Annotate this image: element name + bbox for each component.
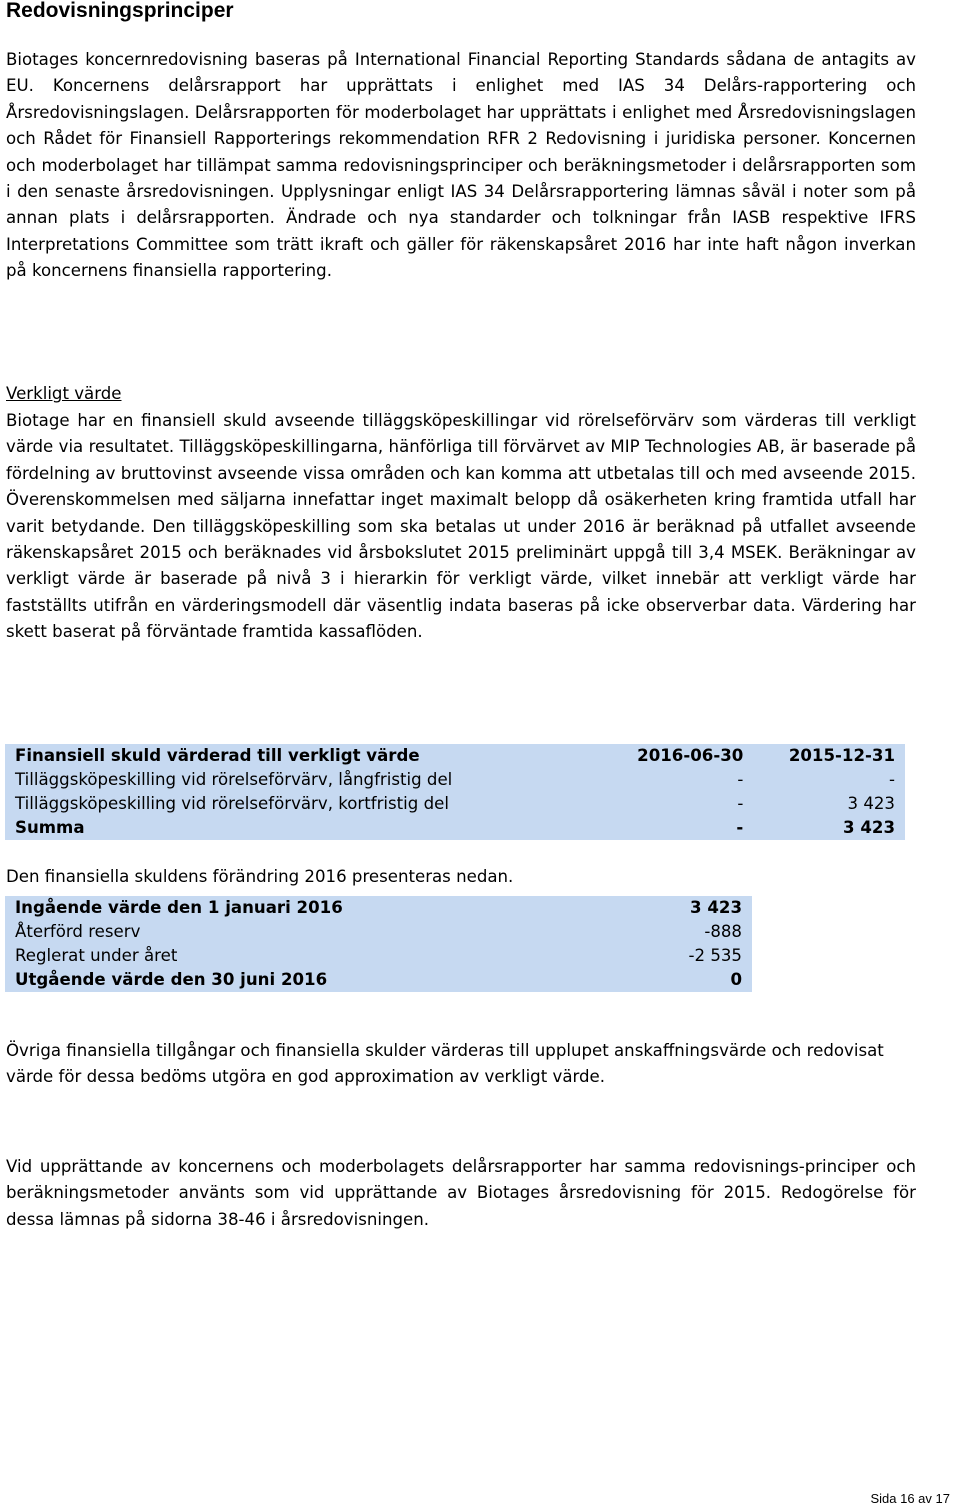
other-financial-paragraph: Övriga finansiella tillgångar och finansiella skulder värderas till upplupet anskaffningsvärde och redovisat värde för dessa bedöms utgöra en god approximation av verkligt värde.: [6, 1041, 884, 1087]
table-total-row: [5, 816, 905, 840]
table-cell: Tilläggsköpeskilling vid rörelseförvärv, långfristig del: [15, 770, 453, 789]
table-row: [5, 920, 752, 944]
table2-intro: Den finansiella skuldens förändring 2016 presenteras nedan.: [6, 867, 514, 886]
table-cell: 3 423: [843, 818, 895, 837]
table-header-row: [5, 896, 752, 920]
table-row: [5, 768, 905, 792]
table-cell: 3 423: [847, 794, 895, 813]
table-header-cell: 2015-12-31: [788, 746, 895, 765]
table-cell: -: [737, 794, 744, 813]
table-cell: -2 535: [688, 946, 742, 965]
accounting-principles-paragraph: Vid upprättande av koncernens och moderbolagets delårsrapporter har samma redovisnings-principer och beräkningsmetoder använts som vid upprättande av Biotages årsredovisning för 2015. Redogörelse för dessa lämnas på sidorna 38-46 i årsredovisningen.: [6, 1157, 916, 1229]
intro-paragraph: Biotages koncernredovisning baseras på International Financial Reporting Standards sådana de antagits av EU. Koncernens delårsrapport har upprättats i enlighet med IAS 34 Delårs-rapportering och Årsredovisningslagen. Delårsrapporten för moderbolaget har upprättats i enlighet med Årsredovisningslagen och Rådet för Finansiell Rapporterings rekommendation RFR 2 Redovisning i juridiska personer. Koncernen och moderbolaget har tillämpat samma redovisningsprinciper och beräkningsmetoder i delårsrapporten som i den senaste årsredovisningen. Upplysningar enligt IAS 34 Delårsrapportering lämnas såväl i noter som på annan plats i delårsrapporten. Ändrade och nya standarder och tolkningar från IASB respektive IFRS Interpretations Committee som trätt ikraft och gäller för räkenskapsåret 2016 har inte haft någon inverkan på koncernens finansiella rapportering.: [6, 50, 916, 281]
table-cell: -: [736, 818, 744, 837]
fair-value-heading: Verkligt värde: [6, 384, 122, 403]
page-number: Sida 16 av 17: [870, 1491, 950, 1506]
table-cell: -: [737, 770, 744, 789]
table-cell: -: [889, 770, 895, 789]
table-cell: -888: [704, 922, 742, 941]
table-header-cell: 2016-06-30: [637, 746, 744, 765]
table-header-cell: Finansiell skuld värderad till verkligt värde: [15, 746, 420, 765]
table-header-cell: 3 423: [690, 898, 742, 917]
fair-value-liability-table: [5, 744, 905, 840]
table-row: [5, 944, 752, 968]
table-header-cell: Ingående värde den 1 januari 2016: [15, 898, 343, 917]
liability-change-table: [5, 896, 752, 992]
table-cell: 0: [730, 970, 742, 989]
table-header-row: [5, 744, 905, 768]
table-total-row: [5, 968, 752, 992]
fair-value-paragraph: Biotage har en finansiell skuld avseende tilläggsköpeskillingar vid rörelseförvärv som värderas till verkligt värde via resultatet. Tilläggsköpeskillingarna, hänförliga till förvärvet av MIP Technologies AB, är baserade på fördelning av bruttovinst avseende vissa områden och kan komma att utbetalas till och med avseende 2015. Överenskommelsen med säljarna innefattar inget maximalt belopp då osäkerheten kring framtida utfall har varit betydande. Den tilläggsköpeskilling som ska betalas ut under 2016 är beräknad på utfallet avseende räkenskapsåret 2015 och beräknades vid årsbokslutet 2015 preliminärt uppgå till 3,4 MSEK. Beräkningar av verkligt värde är baserade på nivå 3 i hierarkin för verkligt värde, vilket innebär att verkligt värde har fastställts utifrån en värderingsmodell där väsentlig indata baseras på icke observerbar data. Värdering har skett baserat på förväntade framtida kassaflöden.: [6, 411, 916, 642]
table-cell: Summa: [15, 818, 85, 837]
table-cell: Utgående värde den 30 juni 2016: [15, 970, 328, 989]
table-cell: Tilläggsköpeskilling vid rörelseförvärv, kortfristig del: [15, 794, 449, 813]
page-title: Redovisningsprinciper: [6, 0, 234, 22]
table-cell: Reglerat under året: [15, 946, 178, 965]
table-row: [5, 792, 905, 816]
table-cell: Återförd reserv: [15, 922, 141, 941]
